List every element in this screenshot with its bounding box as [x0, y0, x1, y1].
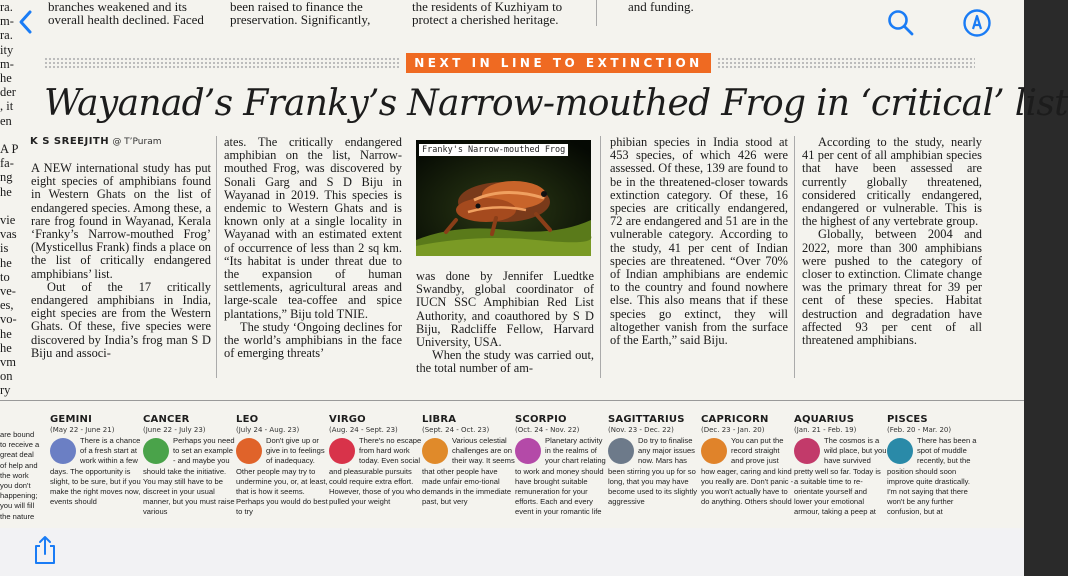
- article-paragraph: ates. The critically endangered amphibian on the list, Narrow-mouthed Frog, was discovered by Sonali Garg and S D Biju in Wayanad in 2019. This species is endemic to Western Ghats and is known only at a single locality in Wayanad with an estimated extent of occurrence of less than 2 sq km. “Its habitat is under threat due to the expansion of human settlements, agricultural areas and large-scale tea-coffee and spice plantations,” Biju told TNIE.: [224, 135, 402, 321]
- top-snippet-col4: and funding.: [628, 0, 694, 14]
- zodiac-icon: [50, 438, 76, 464]
- article-paragraph: The study ‘Ongoing declines for the world’s amphibians in the face of emerging threats’: [224, 319, 402, 361]
- dotted-band-right: [717, 57, 975, 69]
- fragment-line: he: [0, 184, 12, 199]
- fragment-line: en: [0, 113, 12, 128]
- zodiac-icon: [329, 438, 355, 464]
- horoscope-text: Don't give up or give in to feelings of inadequacy. Other people may try to undermine you, or, at least, that is how it seems. Perhaps you would do best to try: [236, 436, 328, 517]
- horoscope-text: You can put the record straight and prove just how eager, caring and kind you really are. Don't panic - you won't actually have to do anything. Others should: [701, 436, 794, 507]
- article-column-2: [224, 136, 402, 378]
- horoscope-dates: (July 24 - Aug. 23): [236, 426, 300, 434]
- share-icon: [32, 534, 58, 566]
- horoscope-dates: (Sept. 24 - Oct. 23): [422, 426, 490, 434]
- photo-caption: Franky's Narrow-mouthed Frog: [419, 144, 568, 156]
- horoscope-text: Do try to finalise any major issues now. Mars has been stirring you up for so long, that you may have become used to its slightly aggressive: [608, 436, 698, 507]
- fragment-line: ve-: [0, 284, 16, 299]
- chevron-left-icon: [14, 8, 38, 36]
- horoscope-dates: (Jan. 21 - Feb. 19): [794, 426, 857, 434]
- horoscope-dates: (Nov. 23 - Dec. 22): [608, 426, 674, 434]
- article-paragraph: A NEW international study has put eight species of amphibians found in Western Ghats on the list of endangered species. Among these, a rare frog found in Wayanad, Kerala ‘Franky’s Narrow-mouthed Frog’ (Mysticellus Frank) finds a place on the list of critically endangered amphibians’ list.: [31, 161, 211, 281]
- fragment-line: on: [0, 369, 13, 384]
- column-rule: [794, 136, 795, 378]
- horoscope-sign: SAGITTARIUS: [608, 414, 685, 425]
- horoscope-sign: CAPRICORN: [701, 414, 769, 425]
- horoscope-sign: AQUARIUS: [794, 414, 855, 425]
- byline: [30, 136, 162, 147]
- article-paragraph: Out of the 17 critically endangered amphibians in India, eight species are from the Western Ghats. Of these, five species were discovered by India’s frog man S D Biju and associ-: [31, 279, 211, 360]
- top-snippet-col3: the residents of Kuzhiyam to protect a cherished heritage.: [412, 0, 563, 27]
- zodiac-icon: [143, 438, 169, 464]
- share-button[interactable]: [32, 534, 58, 566]
- section-kicker: NEXT IN LINE TO EXTINCTION: [406, 53, 711, 73]
- horoscope-capricorn: [701, 414, 794, 528]
- zodiac-icon: [515, 438, 541, 464]
- zodiac-icon: [701, 438, 727, 464]
- fragment-line: vie: [0, 213, 16, 228]
- horoscope-dates: (June 22 - July 23): [143, 426, 206, 434]
- article-paragraph: was done by Jennifer Luedtke Swandby, global coordinator of IUCN SSC Amphibian Red List Authority, and coauthored by S D Biju, Radcliffe Fellow, Harvard University, USA.: [416, 269, 594, 350]
- zodiac-icon: [887, 438, 913, 464]
- fragment-line: der: [0, 85, 16, 100]
- back-button[interactable]: [14, 8, 38, 36]
- horoscope-text: There's no escape from hard work today. Even social and pleasurable pursuits could require extra effort. However, those of you who pulled your weight: [329, 436, 422, 507]
- horoscope-text: Various celestial challenges are on their way. It seems that other people have made unfair emo-tional demands in the immediate past, but very: [422, 436, 515, 507]
- horoscope-dates: (Oct. 24 - Nov. 22): [515, 426, 580, 434]
- column-rule: [216, 136, 217, 378]
- zodiac-icon: [422, 438, 448, 464]
- horoscope-text: There is a chance of a fresh start at work within a few days. The opportunity is slight, to be sure, but if you make the right moves now, events should: [50, 436, 141, 507]
- bottom-toolbar: [0, 528, 1024, 576]
- horoscope-scorpio: [515, 414, 608, 528]
- column-rule: [600, 136, 601, 378]
- column-rule: [596, 0, 597, 26]
- article-column-5: [802, 136, 982, 378]
- fragment-line: vo-: [0, 312, 17, 327]
- fragment-line: m-: [0, 14, 14, 29]
- horoscope-dates: (Dec. 23 - Jan. 20): [701, 426, 765, 434]
- dotted-band-left: [44, 57, 400, 69]
- zodiac-icon: [608, 438, 634, 464]
- fragment-line: fa-: [0, 156, 14, 171]
- horoscope-gemini: [50, 414, 143, 528]
- fragment-line: ng: [0, 170, 13, 185]
- fragment-line: vas: [0, 227, 17, 242]
- search-button[interactable]: [886, 8, 916, 38]
- fragment-line: ry: [0, 383, 11, 398]
- article-paragraph: phibian species in India stood at 453 species, of which 426 were assessed. Of these, 139 are found to be in the threatened-closer towards extinction category. Of these, 16 species are critically endangered, 72 are endangered and 51 are in the vulnerable category. According to the study, 41 per cent of Indian species are threatened. “Over 70% of Indian amphibians are endemic to the country and found nowhere else. This also means that if these species go extinct, they will altogether vanish from the surface of the Earth,” said Biju.: [610, 135, 788, 348]
- markup-button[interactable]: [962, 8, 992, 38]
- horoscope-dates: (May 22 - June 21): [50, 426, 115, 434]
- horoscope-dates: (Aug. 24 - Sept. 23): [329, 426, 398, 434]
- horoscope-libra: [422, 414, 515, 528]
- horoscope-text: The cosmos is a wild place, but you have survived pretty well so far. Today is a suitable time to re-orientate yourself and lower your emotional armour, taking a peep at: [794, 436, 887, 517]
- zodiac-icon: [236, 438, 262, 464]
- article-column-3: [416, 270, 594, 378]
- horoscope-sign: VIRGO: [329, 414, 366, 425]
- byline-name: K S SREEJITH: [30, 136, 110, 147]
- horoscope-sign: SCORPIO: [515, 414, 567, 425]
- horoscope-aquarius: [794, 414, 887, 528]
- search-icon: [886, 8, 916, 38]
- frog-image: [416, 140, 591, 256]
- horoscope-dates: (Feb. 20 - Mar. 20): [887, 426, 952, 434]
- fragment-line: he: [0, 255, 12, 270]
- horoscope-virgo: [329, 414, 422, 528]
- fragment-line: he: [0, 326, 12, 341]
- horoscope-sign: LEO: [236, 414, 259, 425]
- fragment-line: ra.: [0, 28, 13, 43]
- fragment-line: [0, 199, 17, 213]
- fragment-line: [0, 128, 17, 142]
- fragment-line: ra.: [0, 0, 13, 14]
- horoscope-text: There has been a spot of muddle recently, but the position should soon improve quite drastically. I'm not saying that there won't be any further confusion, but at: [887, 436, 977, 517]
- top-snippet-col2: been raised to finance the preservation. Significantly,: [230, 0, 371, 27]
- article-column-1: [31, 162, 211, 378]
- article-paragraph: Globally, between 2004 and 2022, more than 300 amphibians were pushed to the category of closer to extinction. Climate change was the primary threat for 39 per cent of these species. Habitat destruction and degradation have affected 93 per cent of all threatened amphibians.: [802, 227, 982, 348]
- horoscope-fragment: [0, 414, 40, 528]
- fragment-line: he: [0, 71, 12, 86]
- horoscope-sign: GEMINI: [50, 414, 93, 425]
- horoscope-cancer: [143, 414, 236, 528]
- fragment-line: m-: [0, 56, 14, 71]
- horoscope-text: are bound to receive a great deal of help and the work you don't happening; you will fill the nature: [0, 430, 40, 521]
- horoscope-sign: CANCER: [143, 414, 190, 425]
- headline: Wayanad’s Franky’s Narrow-mouthed Frog in ‘critical’ list: [44, 83, 1068, 124]
- horoscope-text: Planetary activity in the realms of your chart relating to work and money should have brought suitable remuneration for your efforts. Each and every event in your romantic life: [515, 436, 606, 517]
- top-snippet-col1: branches weakened and its overall health declined. Faced: [48, 0, 204, 27]
- adjacent-article-fragment: [0, 0, 19, 398]
- fragment-line: is: [0, 241, 9, 256]
- horoscope-sagittarius: [608, 414, 701, 528]
- horoscope-sign: LIBRA: [422, 414, 457, 425]
- fragment-line: A P: [0, 142, 19, 157]
- article-column-4: [610, 136, 788, 378]
- fragment-line: vm: [0, 355, 16, 370]
- section-divider: [0, 400, 1024, 401]
- markup-pen-icon: [962, 8, 992, 38]
- fragment-line: to: [0, 269, 10, 284]
- frog-photo: [416, 140, 591, 256]
- horoscope-sign: PISCES: [887, 414, 928, 425]
- fragment-line: ity: [0, 42, 14, 57]
- fragment-line: es,: [0, 298, 14, 313]
- byline-place: @ T’Puram: [112, 137, 162, 147]
- article-paragraph: When the study was carried out, the total number of am-: [416, 348, 594, 376]
- horoscope-text: Perhaps you need to set an example - and maybe you should take the initiative. You may still have to be discreet in your usual manner, but you must raise various: [143, 436, 235, 517]
- article-paragraph: According to the study, nearly 41 per cent of all amphibian species that have been assessed are currently globally threatened, considered critically endangered, endangered or vulnerable. This is the highest of any vertebrate group.: [802, 135, 982, 229]
- fragment-line: he: [0, 340, 12, 355]
- fragment-line: , it: [0, 99, 14, 114]
- zodiac-icon: [794, 438, 820, 464]
- horoscope-pisces: [887, 414, 980, 528]
- horoscope-leo: [236, 414, 329, 528]
